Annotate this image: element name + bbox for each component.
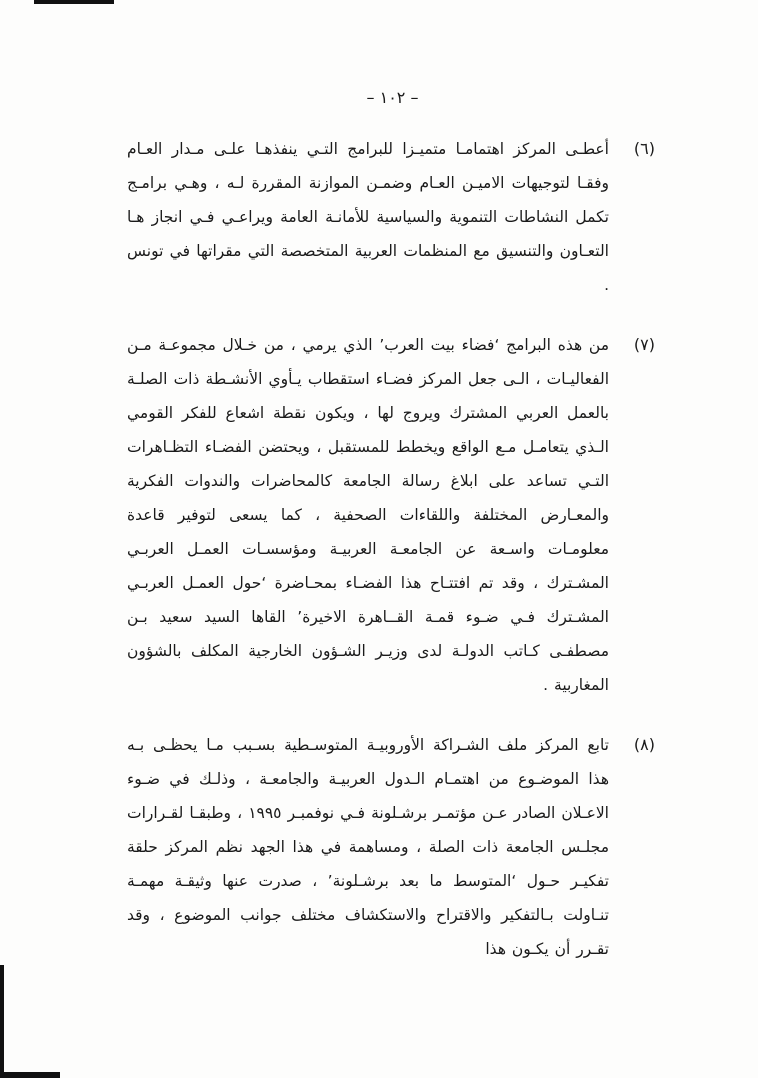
page-content xyxy=(127,132,655,992)
paragraph-8 xyxy=(127,728,655,966)
paragraph-6-marker: (٦) xyxy=(633,139,655,158)
paragraph-7-marker: (٧) xyxy=(633,335,655,354)
paragraph-8-marker: (٨) xyxy=(633,735,655,754)
scan-artifact-left-edge xyxy=(0,965,4,1078)
paragraph-6-text: أعطـى المركز اهتمامـا متميـزا للبرامج التـي ينفذهـا علـى مـدار العـام وفقـا لتوجيهات الاميـن العـام وضمـن الموازنة المقررة لـه ، وهـي برامـج تكمل النشاطات التنموية والسياسية للأمانـة العامة ويراعـي فـي انجاز هـا التعـاون والتنسيق مع المنظمات العربية المتخصصة التي مقراتها في تونس . xyxy=(127,140,609,294)
scan-artifact-top-edge xyxy=(34,0,114,4)
paragraph-7 xyxy=(127,328,655,702)
paragraph-7-text: من هذه البرامج ‘فضاء بيت العرب’ الذي يرمي ، من خـلال مجموعـة مـن الفعاليـات ، الـى جعل المركز فضـاء استقطاب يـأوي الأنشـطة ذات الصلـة بالعمل العربي المشترك ويروج لها ، ويكون نقطة اشعاع للفكر القومي الـذي يتعامـل مـع الواقع ويخطط للمستقبل ، ويحتضن الفضـاء التظـاهرات التـي تساعد على ابلاغ رسالة الجامعة كالمحاضرات والندوات الفكرية والمعـارض المختلفة واللقاءات الصحفية ، كما يسعى لتوفير قاعدة معلومـات واسـعة عن الجامعـة العربيـة ومؤسسـات العمـل العربـي المشـترك ، وقد تم افتتـاح هذا الفضـاء بمحـاضرة ‘حول العمـل العربـي المشـترك فـي ضـوء قمـة القــاهرة الاخيرة’ القاها السيد سعيد بـن مصطفـى كـاتب الدولـة لدى وزيـر الشـؤون الخارجية المكلف بالشؤون المغاربية . xyxy=(127,336,609,694)
paragraph-8-text: تابع المركز ملف الشـراكة الأوروبيـة المتوسـطية بسـبب مـا يحظـى بـه هذا الموضـوع من اهتمـام الـدول العربيـة والجامعـة ، وذلـك في ضـوء الاعـلان الصادر عـن مؤتمـر برشـلونة فـي نوفمبـر ١٩٩٥ ، وطبقـا لقـرارات مجلـس الجامعة ذات الصلة ، ومساهمة في هذا الجهد نظم المركز حلقة تفكيـر حـول ‘المتوسط ما بعد برشـلونة’ ، صدرت عنها وثيقـة مهمـة تنـاولت بـالتفكير والاقتراح والاستكشاف مختلف جوانب الموضوع ، وقد تقـرر أن يكـون هذا xyxy=(127,736,609,958)
scan-artifact-bottom-edge xyxy=(0,1072,60,1078)
page-number: – ١٠٢ – xyxy=(366,88,419,107)
paragraph-6 xyxy=(127,132,655,302)
